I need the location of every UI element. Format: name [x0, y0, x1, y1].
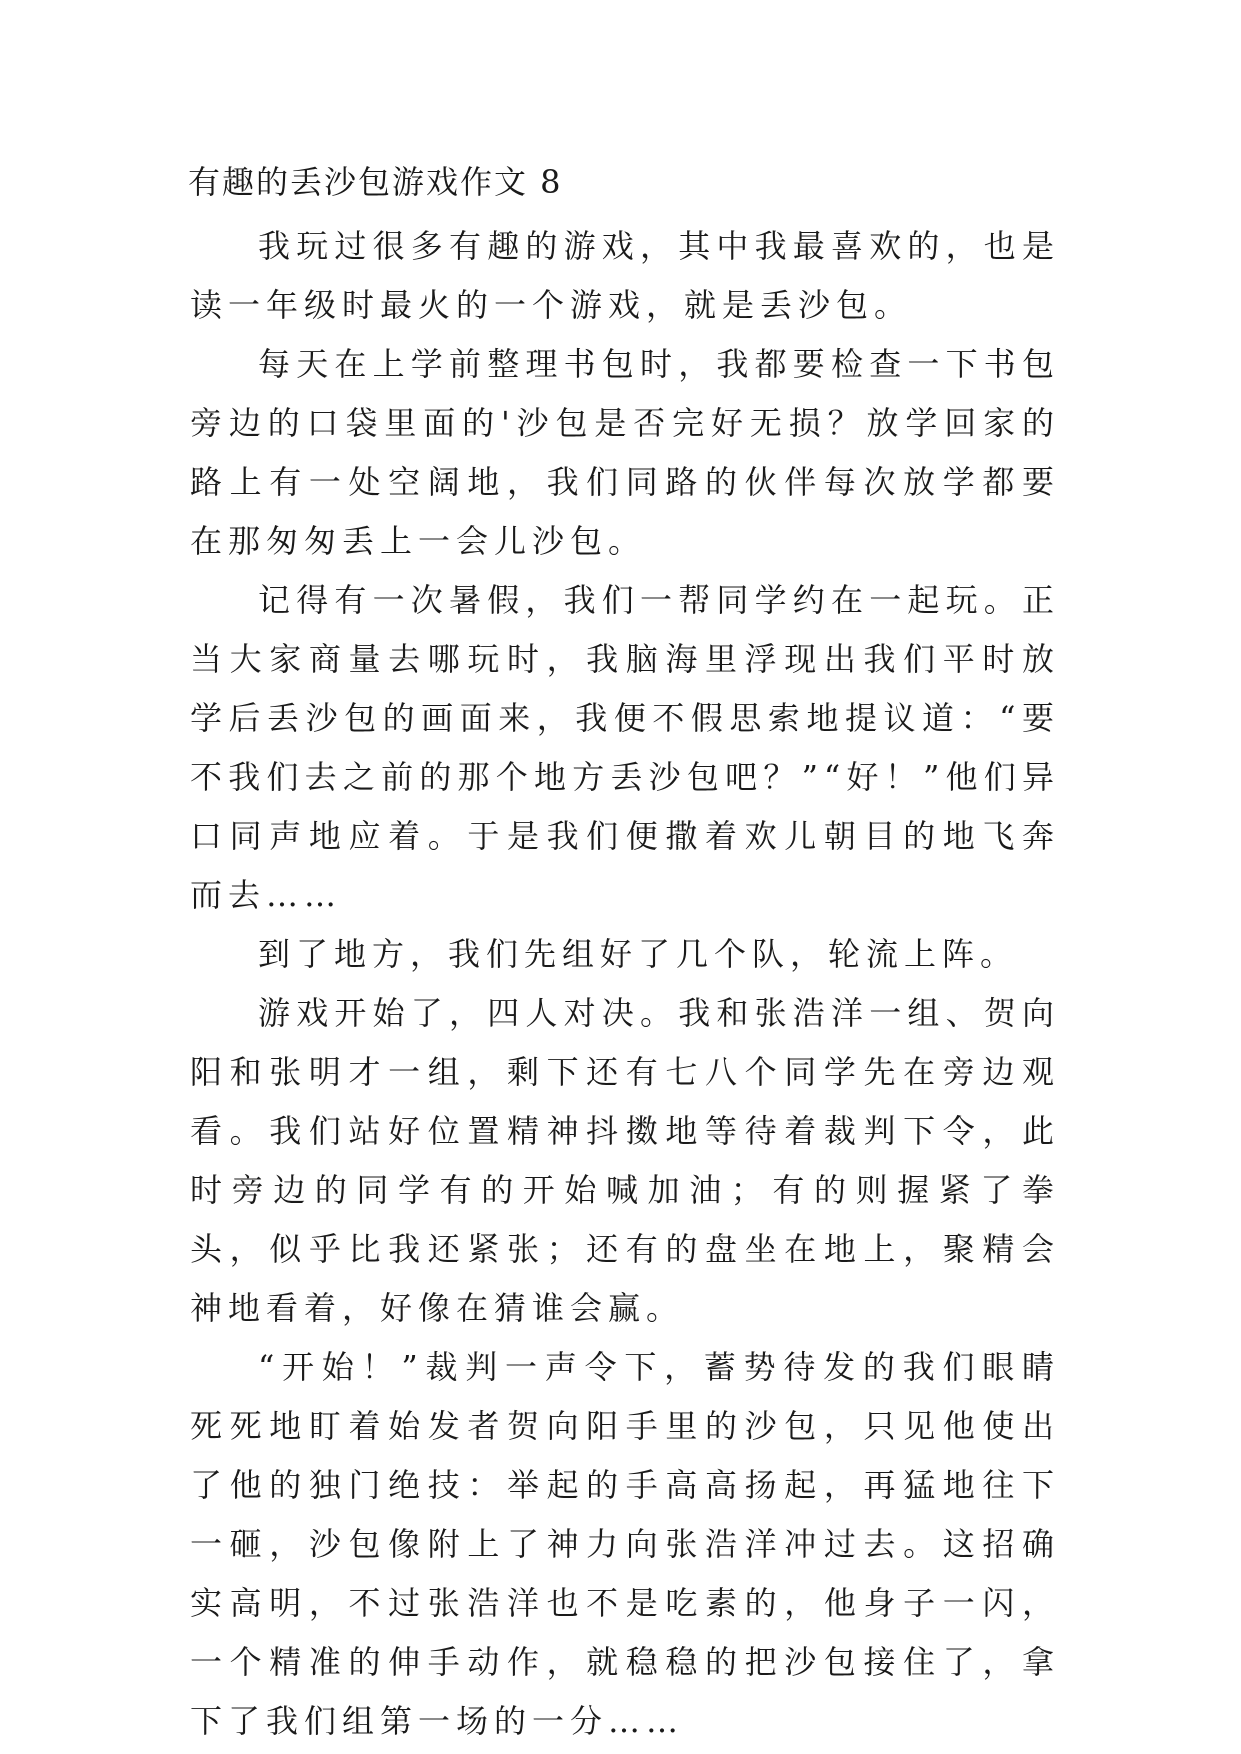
- document-body: [190, 217, 1060, 1751]
- paragraph: 到了地方，我们先组好了几个队，轮流上阵。: [258, 935, 1019, 973]
- paragraph: 每天在上学前整理书包时，我都要检查一下书包旁边的口袋里面的'沙包是否完好无损？放学回家的路上有一处空阔地，我们同路的伙伴每次放学都要在那匆匆丢上一会儿沙包。: [190, 345, 1060, 560]
- document-title: 有趣的丢沙包游戏作文 8: [188, 163, 563, 201]
- paragraph: 记得有一次暑假，我们一帮同学约在一起玩。正当大家商量去哪玩时，我脑海里浮现出我们平时放学后丢沙包的画面来，我便不假思索地提议道：“要不我们去之前的那个地方丢沙包吧？”“好！”他们异口同声地应着。于是我们便撒着欢儿朝目的地飞奔而去……: [190, 581, 1060, 914]
- paragraph: 游戏开始了，四人对决。我和张浩洋一组、贺向阳和张明才一组，剩下还有七八个同学先在旁边观看。我们站好位置精神抖擞地等待着裁判下令，此时旁边的同学有的开始喊加油；有的则握紧了拳头，似乎比我还紧张；还有的盘坐在地上，聚精会神地看着，好像在猜谁会赢。: [190, 994, 1060, 1327]
- paragraph: 我玩过很多有趣的游戏，其中我最喜欢的，也是读一年级时最火的一个游戏，就是丢沙包。: [190, 227, 1060, 324]
- paragraph: “开始！”裁判一声令下，蓄势待发的我们眼睛死死地盯着始发者贺向阳手里的沙包，只见他使出了他的独门绝技：举起的手高高扬起，再猛地往下一砸，沙包像附上了神力向张浩洋冲过去。这招确实高明，不过张浩洋也不是吃素的，他身子一闪，一个精准的伸手动作，就稳稳的把沙包接住了，拿下了我们组第一场的一分……: [190, 1348, 1060, 1740]
